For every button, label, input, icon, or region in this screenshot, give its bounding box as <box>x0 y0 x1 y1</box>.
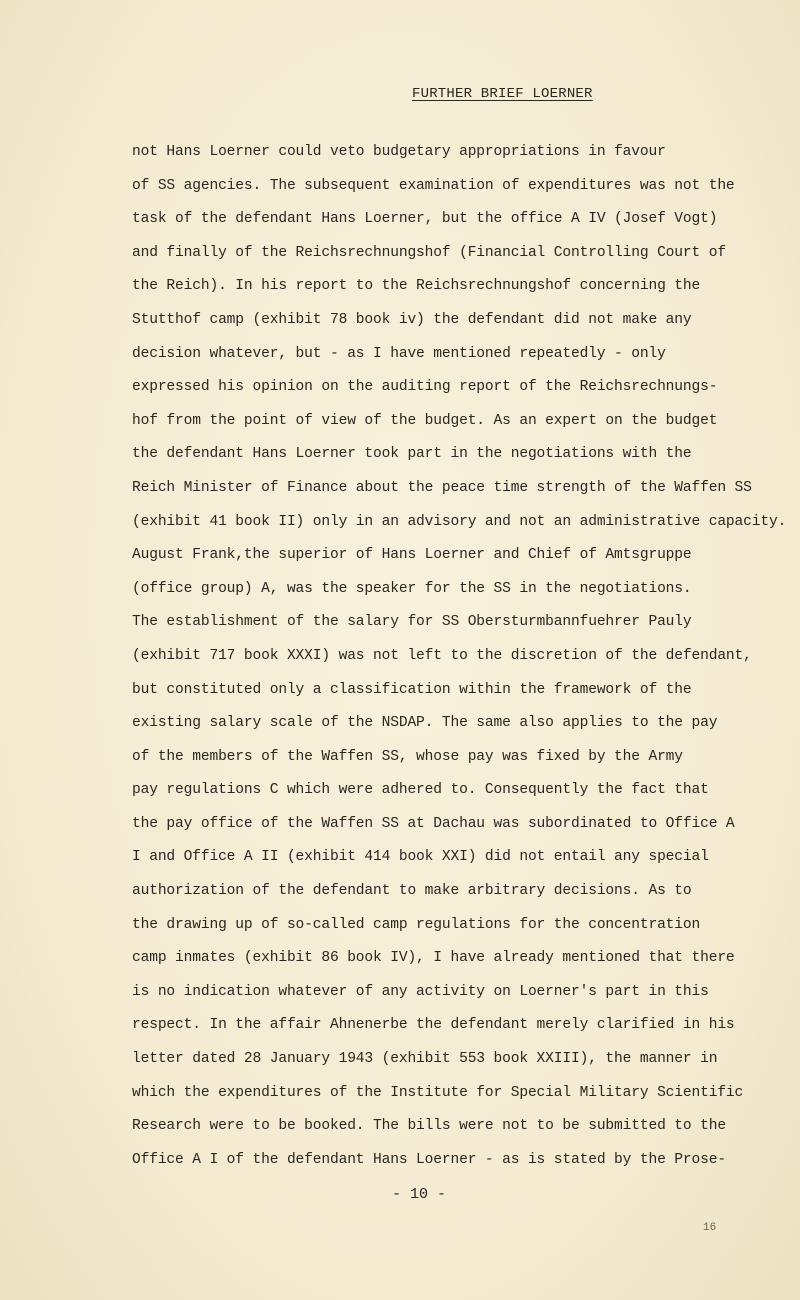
body-line: the drawing up of so-called camp regulations for the concentration <box>132 916 701 933</box>
body-line: (exhibit 41 book II) only in an advisory and not an administrative capacity. <box>132 513 787 530</box>
body-line: pay regulations C which were adhered to. Consequently the fact that <box>132 782 709 799</box>
body-line: authorization of the defendant to make arbitrary decisions. As to <box>132 883 692 900</box>
body-line: The establishment of the salary for SS Obersturmbannfuehrer Pauly <box>132 614 692 631</box>
body-line: camp inmates (exhibit 86 book IV), I have already mentioned that there <box>132 950 735 967</box>
body-line: which the expenditures of the Institute for Special Military Scientific <box>132 1084 744 1101</box>
document-heading: FURTHER BRIEF LOERNER <box>412 86 593 102</box>
body-line: is no indication whatever of any activity on Loerner's part in this <box>132 983 709 1000</box>
body-line: not Hans Loerner could veto budgetary appropriations in favour <box>132 144 666 160</box>
body-line: respect. In the affair Ahnenerbe the defendant merely clarified in his <box>132 1017 735 1034</box>
body-line: Stutthof camp (exhibit 78 book iv) the defendant did not make any <box>132 311 692 328</box>
body-line: hof from the point of view of the budget. As an expert on the budget <box>132 412 718 429</box>
body-line: of the members of the Waffen SS, whose pay was fixed by the Army <box>132 748 683 765</box>
corner-mark: 16 <box>703 1222 717 1234</box>
body-line: (office group) A, was the speaker for the SS in the negotiations. <box>132 580 692 597</box>
body-line: the defendant Hans Loerner took part in the negotiations with the <box>132 446 692 463</box>
body-line: but constituted only a classification within the framework of the <box>132 681 692 698</box>
body-line: letter dated 28 January 1943 (exhibit 553 book XXIII), the manner in <box>132 1051 718 1068</box>
body-line: (exhibit 717 book XXXI) was not left to the discretion of the defendant, <box>132 647 752 664</box>
body-line: decision whatever, but - as I have mentioned repeatedly - only <box>132 345 666 362</box>
body-line: expressed his opinion on the auditing report of the Reichsrechnungs- <box>132 379 718 396</box>
body-line: the pay office of the Waffen SS at Dachau was subordinated to Office A <box>132 815 735 832</box>
body-line: existing salary scale of the NSDAP. The same also applies to the pay <box>132 715 718 732</box>
body-line: I and Office A II (exhibit 414 book XXI) did not entail any special <box>132 849 709 866</box>
body-line: August Frank,the superior of Hans Loerner and Chief of Amtsgruppe <box>132 547 692 564</box>
body-line: of SS agencies. The subsequent examination of expenditures was not the <box>132 177 735 194</box>
body-line: Research were to be booked. The bills were not to be submitted to the <box>132 1118 726 1135</box>
body-line: task of the defendant Hans Loerner, but the office A IV (Josef Vogt) <box>132 211 718 228</box>
body-line: Reich Minister of Finance about the peace time strength of the Waffen SS <box>132 479 752 496</box>
body-line: Office A I of the defendant Hans Loerner - as is stated by the Prose- <box>132 1151 726 1168</box>
page-number: - 10 - <box>392 1186 447 1203</box>
document-body <box>132 136 787 1177</box>
body-line: and finally of the Reichsrechnungshof (Financial Controlling Court of <box>132 244 726 261</box>
body-line: the Reich). In his report to the Reichsrechnungshof concerning the <box>132 278 701 295</box>
